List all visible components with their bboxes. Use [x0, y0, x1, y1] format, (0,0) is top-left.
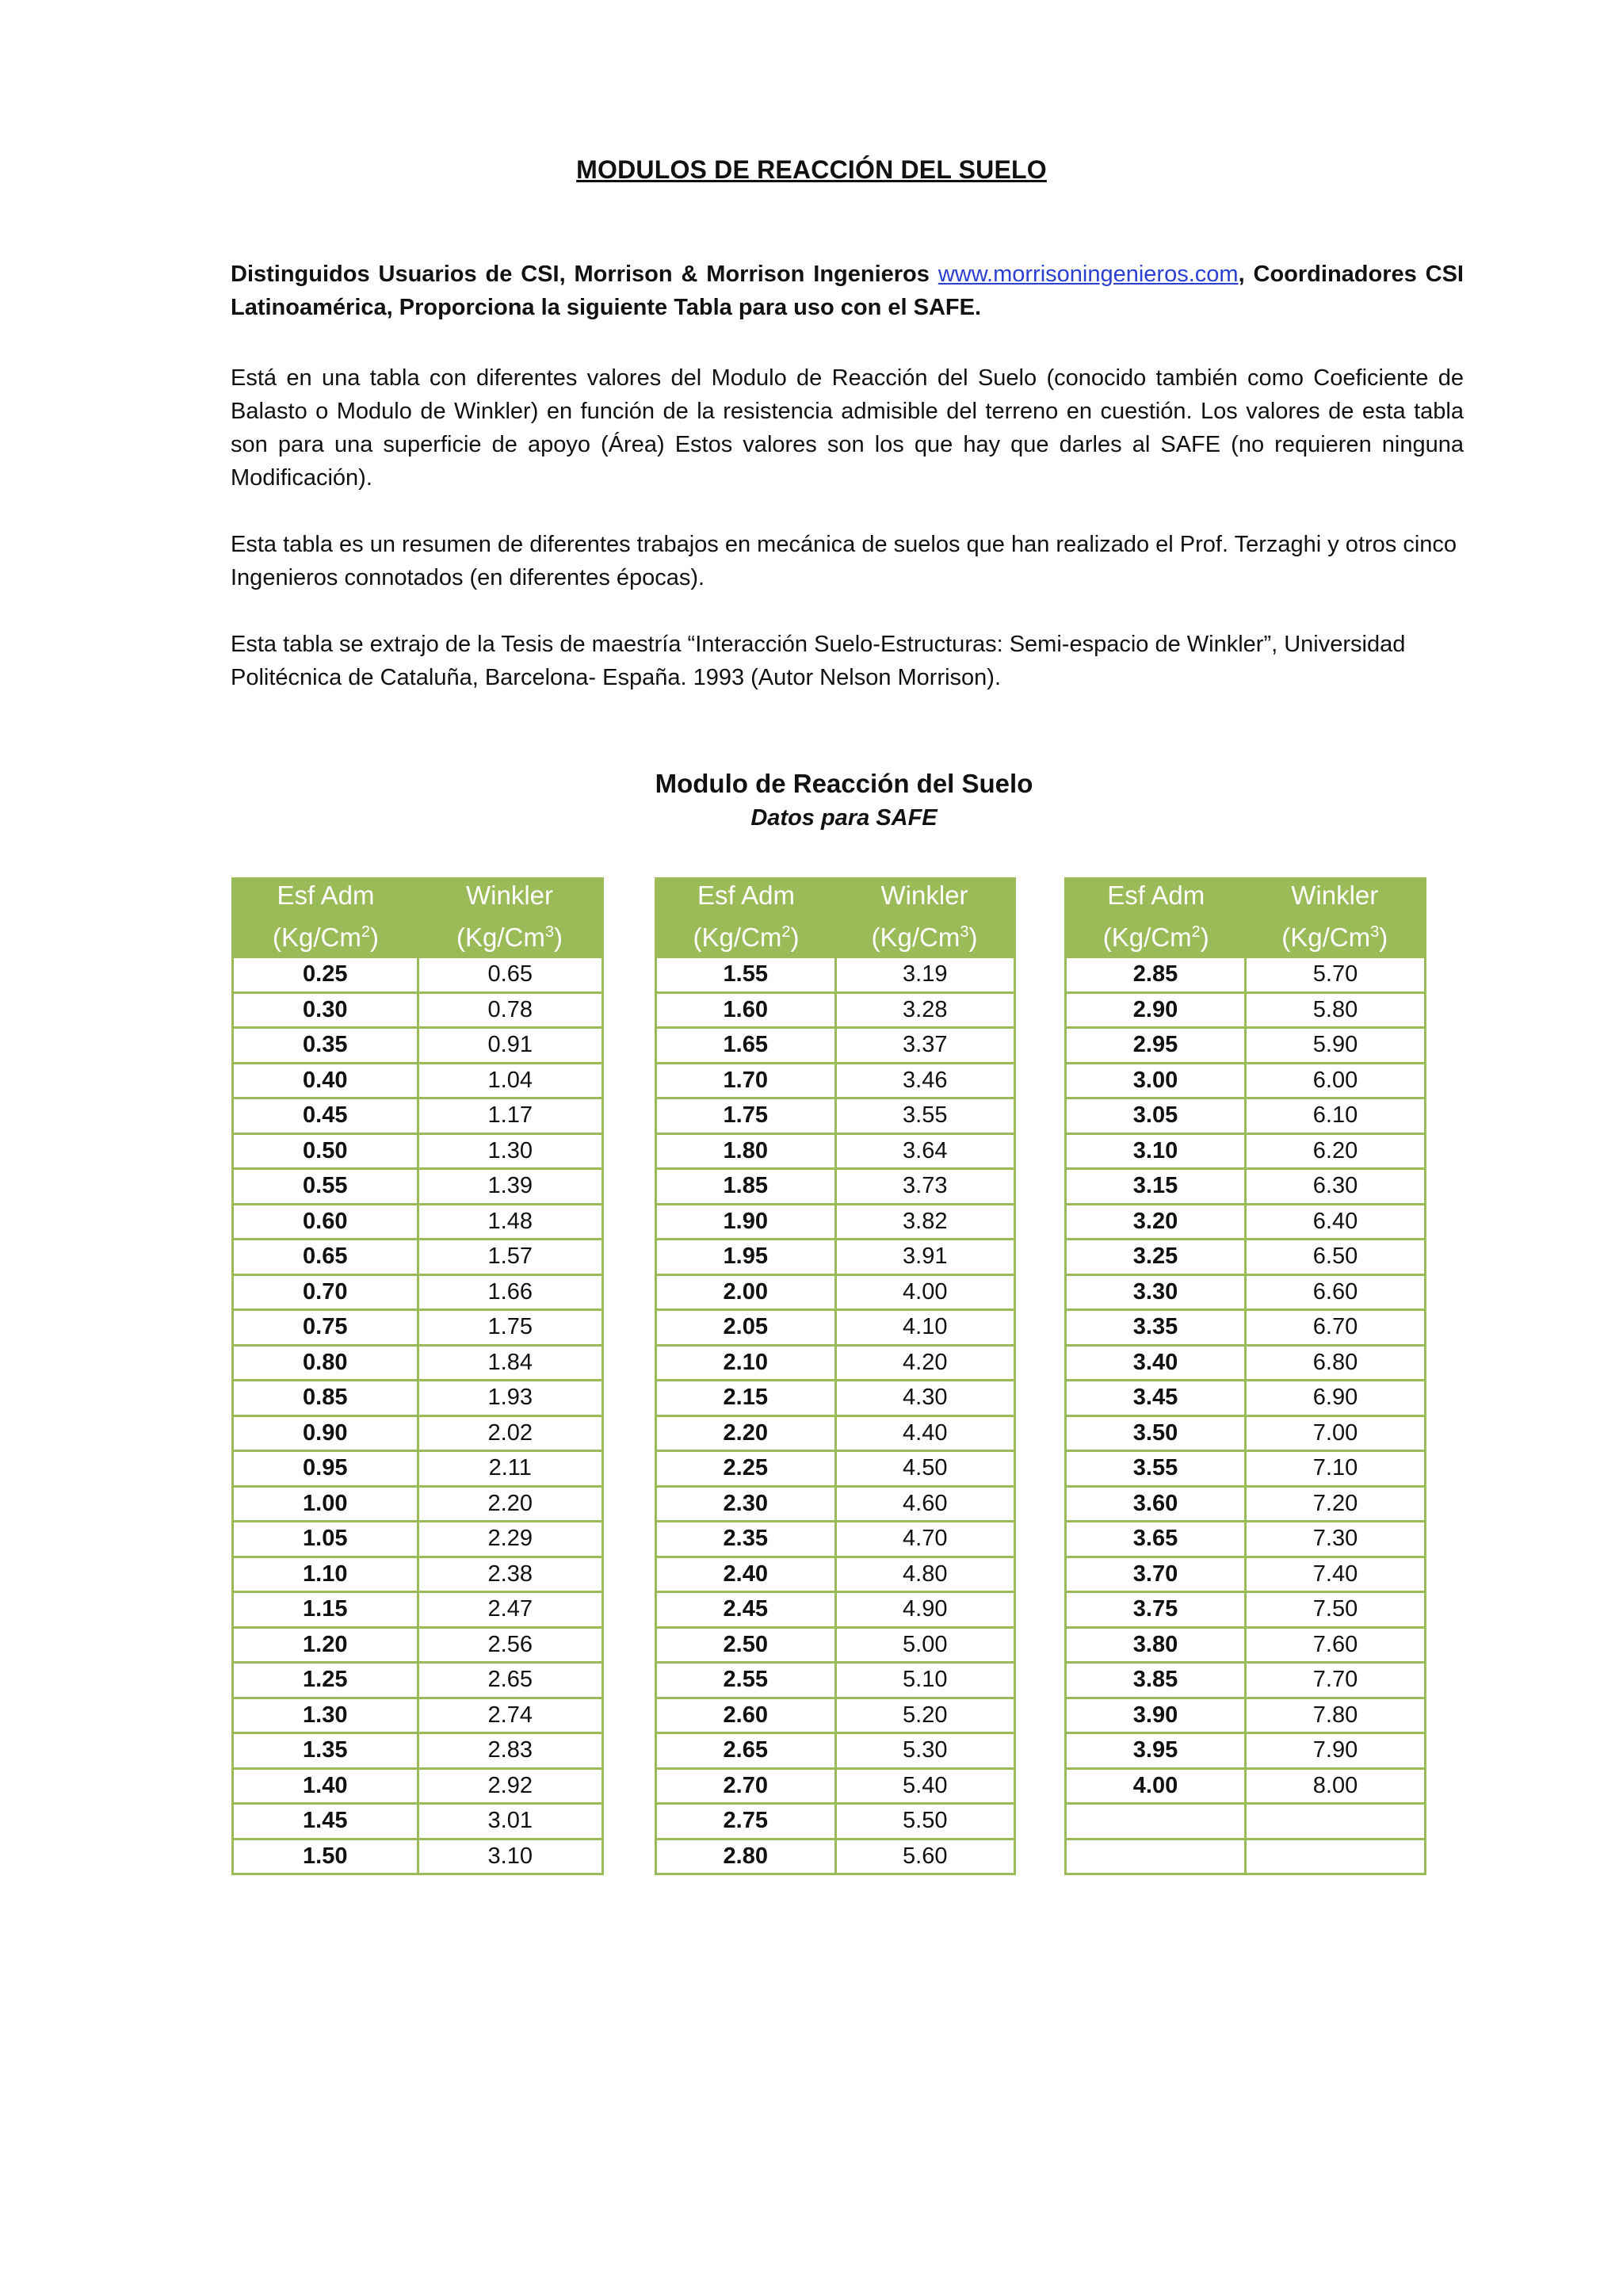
- table-row: [1066, 1663, 1426, 1698]
- table-row: [1066, 1028, 1426, 1064]
- table-row: [656, 957, 1015, 993]
- table-row: [233, 1381, 603, 1416]
- winkler-cell: 2.47: [418, 1592, 603, 1628]
- esf-adm-cell: 3.95: [1066, 1733, 1246, 1769]
- esf-adm-cell: 0.35: [233, 1028, 418, 1064]
- esf-adm-cell: 0.40: [233, 1063, 418, 1098]
- table-row: [233, 1698, 603, 1733]
- table-row: [233, 1663, 603, 1698]
- winkler-cell: 6.80: [1246, 1345, 1426, 1381]
- esf-adm-cell: 2.50: [656, 1627, 836, 1663]
- table-row: [233, 1557, 603, 1592]
- esf-adm-cell: 2.35: [656, 1522, 836, 1557]
- table-row: [233, 1804, 603, 1839]
- esf-adm-cell: 1.20: [233, 1627, 418, 1663]
- winkler-cell: 5.00: [835, 1627, 1015, 1663]
- winkler-cell: 6.20: [1246, 1133, 1426, 1169]
- esf-adm-cell: 1.50: [233, 1839, 418, 1874]
- table-row: [233, 1451, 603, 1487]
- winkler-cell: 1.75: [418, 1310, 603, 1346]
- winkler-cell: 6.70: [1246, 1310, 1426, 1346]
- winkler-cell: 0.91: [418, 1028, 603, 1064]
- winkler-cell: 8.00: [1246, 1768, 1426, 1804]
- header-winkler: Winkler (Kg/Cm$^3$): [418, 877, 603, 957]
- winkler-cell: 5.80: [1246, 992, 1426, 1028]
- esf-adm-cell: 2.10: [656, 1345, 836, 1381]
- table-row: [233, 1204, 603, 1240]
- winkler-cell: 3.91: [835, 1240, 1015, 1275]
- table-subtitle: Datos para SAFE: [750, 805, 938, 831]
- esf-adm-cell: 4.00: [1066, 1768, 1246, 1804]
- table-row: [656, 1839, 1015, 1874]
- esf-adm-cell: 1.15: [233, 1592, 418, 1628]
- table-row: [1066, 1804, 1426, 1839]
- winkler-cell: 1.48: [418, 1204, 603, 1240]
- table-row: [233, 1345, 603, 1381]
- header-winkler: Winkler (Kg/Cm$^3$): [1246, 877, 1426, 957]
- winkler-cell: 4.30: [835, 1381, 1015, 1416]
- table-row: [1066, 1204, 1426, 1240]
- winkler-cell: 1.66: [418, 1274, 603, 1310]
- esf-adm-cell: 1.75: [656, 1098, 836, 1134]
- winkler-cell: 0.65: [418, 957, 603, 993]
- paragraph-summary: Esta tabla es un resumen de diferentes trabajos en mecánica de suelos que han realizado el Prof. Terzaghi y otros cinco Ingenieros connotados (en diferentes épocas).: [231, 532, 1457, 590]
- winkler-cell: 3.73: [835, 1169, 1015, 1205]
- table-header-row: [233, 877, 603, 957]
- table-row: [1066, 1486, 1426, 1522]
- table-row: [1066, 1415, 1426, 1451]
- table-row: [1066, 1063, 1426, 1098]
- table-row: [1066, 1522, 1426, 1557]
- esf-adm-cell: 3.75: [1066, 1592, 1246, 1628]
- winkler-cell: 6.30: [1246, 1169, 1426, 1205]
- esf-adm-cell: 3.40: [1066, 1345, 1246, 1381]
- winkler-cell: 7.00: [1246, 1415, 1426, 1451]
- winkler-cell: 6.90: [1246, 1381, 1426, 1416]
- esf-adm-cell: 2.20: [656, 1415, 836, 1451]
- esf-adm-cell: 3.15: [1066, 1169, 1246, 1205]
- table-row: [1066, 992, 1426, 1028]
- table-row: [1066, 1098, 1426, 1134]
- table-row: [656, 1063, 1015, 1098]
- esf-adm-cell: 2.05: [656, 1310, 836, 1346]
- table-row: [233, 1169, 603, 1205]
- esf-adm-cell: 0.65: [233, 1240, 418, 1275]
- table-row: [1066, 1698, 1426, 1733]
- winkler-cell: 6.00: [1246, 1063, 1426, 1098]
- esf-adm-cell: 0.25: [233, 957, 418, 993]
- winkler-cell: 1.04: [418, 1063, 603, 1098]
- winkler-cell: 3.82: [835, 1204, 1015, 1240]
- winkler-cell: 3.01: [418, 1804, 603, 1839]
- table-row: [233, 1522, 603, 1557]
- table-row: [233, 1768, 603, 1804]
- winkler-cell: 2.74: [418, 1698, 603, 1733]
- winkler-cell: 0.78: [418, 992, 603, 1028]
- winkler-cell: [1246, 1804, 1426, 1839]
- table-row: [1066, 1169, 1426, 1205]
- table-row: [1066, 1240, 1426, 1275]
- table-row: [656, 1240, 1015, 1275]
- table-row: [233, 1839, 603, 1874]
- esf-adm-cell: 1.05: [233, 1522, 418, 1557]
- table-row: [656, 1768, 1015, 1804]
- esf-adm-cell: 3.80: [1066, 1627, 1246, 1663]
- winkler-cell: 2.38: [418, 1557, 603, 1592]
- esf-adm-cell: 0.30: [233, 992, 418, 1028]
- winkler-cell: 7.90: [1246, 1733, 1426, 1769]
- winkler-cell: 3.46: [835, 1063, 1015, 1098]
- table-row: [233, 1627, 603, 1663]
- header-esf-adm: Esf Adm (Kg/Cm$^2$): [233, 877, 418, 957]
- paragraph-source: Esta tabla se extrajo de la Tesis de maestría “Interacción Suelo-Estructuras: Semi-espacio de Winkler”, Universidad Politécnica de Cataluña, Barcelona- España. 1993 (Autor Nelson Morrison).: [231, 632, 1406, 690]
- esf-adm-cell: 2.15: [656, 1381, 836, 1416]
- esf-adm-cell: 3.10: [1066, 1133, 1246, 1169]
- winkler-cell: 5.30: [835, 1733, 1015, 1769]
- table-header-row: [656, 877, 1015, 957]
- winkler-cell: 5.20: [835, 1698, 1015, 1733]
- esf-adm-cell: 0.45: [233, 1098, 418, 1134]
- table-row: [656, 1486, 1015, 1522]
- document-title: MODULOS DE REACCIÓN DEL SUELO: [576, 155, 1047, 184]
- table-row: [1066, 1839, 1426, 1874]
- table-row: [656, 1804, 1015, 1839]
- table-row: [233, 1415, 603, 1451]
- esf-adm-cell: 1.95: [656, 1240, 836, 1275]
- esf-adm-cell: 0.75: [233, 1310, 418, 1346]
- esf-adm-cell: 3.70: [1066, 1557, 1246, 1592]
- table-row: [1066, 1133, 1426, 1169]
- esf-adm-cell: 0.60: [233, 1204, 418, 1240]
- header-esf-adm: Esf Adm (Kg/Cm$^2$): [656, 877, 836, 957]
- website-link[interactable]: www.morrisoningenieros.com: [938, 262, 1239, 287]
- winkler-cell: 6.40: [1246, 1204, 1426, 1240]
- esf-adm-cell: 3.25: [1066, 1240, 1246, 1275]
- esf-adm-cell: 1.45: [233, 1804, 418, 1839]
- table-row: [233, 992, 603, 1028]
- esf-adm-cell: 3.85: [1066, 1663, 1246, 1698]
- winkler-table-2: [655, 877, 1016, 1875]
- esf-adm-cell: 3.45: [1066, 1381, 1246, 1416]
- winkler-cell: 7.70: [1246, 1663, 1426, 1698]
- winkler-cell: 3.28: [835, 992, 1015, 1028]
- winkler-cell: 2.56: [418, 1627, 603, 1663]
- winkler-cell: 2.29: [418, 1522, 603, 1557]
- esf-adm-cell: 1.40: [233, 1768, 418, 1804]
- paragraph-description: Está en una tabla con diferentes valores del Modulo de Reacción del Suelo (conocido también como Coeficiente de Balasto o Modulo de Winkler) en función de la resistencia admisible del terreno en cuestión. Los valores de esta tabla son para una superficie de apoyo (Área) Estos valores son los que hay que darles al SAFE (no requieren ninguna Modificación).: [231, 365, 1464, 491]
- winkler-cell: 5.90: [1246, 1028, 1426, 1064]
- table-row: [1066, 1381, 1426, 1416]
- esf-adm-cell: 3.05: [1066, 1098, 1246, 1134]
- winkler-cell: 2.65: [418, 1663, 603, 1698]
- esf-adm-cell: 2.80: [656, 1839, 836, 1874]
- esf-adm-cell: 0.80: [233, 1345, 418, 1381]
- table-row: [656, 1098, 1015, 1134]
- winkler-cell: 3.19: [835, 957, 1015, 993]
- table-header-row: [1066, 877, 1426, 957]
- table-row: [233, 1098, 603, 1134]
- esf-adm-cell: 2.75: [656, 1804, 836, 1839]
- esf-adm-cell: [1066, 1839, 1246, 1874]
- winkler-cell: 4.90: [835, 1592, 1015, 1628]
- esf-adm-cell: 0.55: [233, 1169, 418, 1205]
- winkler-cell: 1.30: [418, 1133, 603, 1169]
- esf-adm-cell: 3.55: [1066, 1451, 1246, 1487]
- winkler-cell: 5.70: [1246, 957, 1426, 993]
- table-row: [1066, 1451, 1426, 1487]
- winkler-cell: 1.57: [418, 1240, 603, 1275]
- header-esf-adm: Esf Adm (Kg/Cm$^2$): [1066, 877, 1246, 957]
- esf-adm-cell: 2.25: [656, 1451, 836, 1487]
- esf-adm-cell: 0.90: [233, 1415, 418, 1451]
- esf-adm-cell: 1.70: [656, 1063, 836, 1098]
- winkler-cell: 7.30: [1246, 1522, 1426, 1557]
- winkler-cell: 1.93: [418, 1381, 603, 1416]
- table-row: [233, 1240, 603, 1275]
- header-winkler: Winkler (Kg/Cm$^3$): [835, 877, 1015, 957]
- table-row: [656, 1274, 1015, 1310]
- winkler-cell: 7.10: [1246, 1451, 1426, 1487]
- table-row: [233, 1486, 603, 1522]
- winkler-cell: 4.60: [835, 1486, 1015, 1522]
- table-row: [233, 1310, 603, 1346]
- table-row: [1066, 1310, 1426, 1346]
- winkler-cell: 4.50: [835, 1451, 1015, 1487]
- table-row: [656, 1133, 1015, 1169]
- esf-adm-cell: 1.85: [656, 1169, 836, 1205]
- esf-adm-cell: 1.80: [656, 1133, 836, 1169]
- esf-adm-cell: 2.70: [656, 1768, 836, 1804]
- esf-adm-cell: 1.35: [233, 1733, 418, 1769]
- table-row: [233, 1133, 603, 1169]
- winkler-cell: 6.50: [1246, 1240, 1426, 1275]
- winkler-cell: 7.50: [1246, 1592, 1426, 1628]
- esf-adm-cell: 2.60: [656, 1698, 836, 1733]
- esf-adm-cell: 2.55: [656, 1663, 836, 1698]
- winkler-cell: 4.00: [835, 1274, 1015, 1310]
- table-row: [656, 1310, 1015, 1346]
- intro-paragraph: [231, 258, 1464, 324]
- winkler-cell: [1246, 1839, 1426, 1874]
- winkler-cell: 1.39: [418, 1169, 603, 1205]
- esf-adm-cell: 1.30: [233, 1698, 418, 1733]
- esf-adm-cell: 3.65: [1066, 1522, 1246, 1557]
- table-row: [1066, 1274, 1426, 1310]
- table-row: [656, 1451, 1015, 1487]
- esf-adm-cell: 2.45: [656, 1592, 836, 1628]
- table-row: [1066, 957, 1426, 993]
- table-row: [656, 1698, 1015, 1733]
- table-row: [1066, 1557, 1426, 1592]
- winkler-cell: 7.20: [1246, 1486, 1426, 1522]
- winkler-cell: 3.10: [418, 1839, 603, 1874]
- table-row: [656, 992, 1015, 1028]
- table-row: [233, 1592, 603, 1628]
- esf-adm-cell: 3.50: [1066, 1415, 1246, 1451]
- winkler-cell: 3.37: [835, 1028, 1015, 1064]
- esf-adm-cell: 3.60: [1066, 1486, 1246, 1522]
- intro-text-start: Distinguidos Usuarios de CSI, Morrison & Morrison Ingenieros: [231, 262, 938, 287]
- esf-adm-cell: 1.65: [656, 1028, 836, 1064]
- winkler-cell: 7.60: [1246, 1627, 1426, 1663]
- table-title: Modulo de Reacción del Suelo: [655, 769, 1033, 798]
- esf-adm-cell: 2.90: [1066, 992, 1246, 1028]
- winkler-cell: 4.20: [835, 1345, 1015, 1381]
- winkler-table-1: [231, 877, 604, 1875]
- esf-adm-cell: 3.20: [1066, 1204, 1246, 1240]
- esf-adm-cell: 0.85: [233, 1381, 418, 1416]
- table-row: [1066, 1733, 1426, 1769]
- esf-adm-cell: 1.10: [233, 1557, 418, 1592]
- winkler-cell: 1.84: [418, 1345, 603, 1381]
- esf-adm-cell: 3.90: [1066, 1698, 1246, 1733]
- table-row: [656, 1028, 1015, 1064]
- winkler-cell: 4.80: [835, 1557, 1015, 1592]
- table-row: [656, 1627, 1015, 1663]
- winkler-cell: 3.55: [835, 1098, 1015, 1134]
- intro-text-end: , Coordinadores CSI Latinoamérica, Proporciona la siguiente Tabla para uso con el SAFE.: [231, 262, 1464, 320]
- esf-adm-cell: 0.95: [233, 1451, 418, 1487]
- winkler-cell: 7.40: [1246, 1557, 1426, 1592]
- table-row: [233, 1733, 603, 1769]
- esf-adm-cell: 3.00: [1066, 1063, 1246, 1098]
- esf-adm-cell: 1.60: [656, 992, 836, 1028]
- table-row: [656, 1663, 1015, 1698]
- esf-adm-cell: 2.95: [1066, 1028, 1246, 1064]
- table-row: [656, 1522, 1015, 1557]
- esf-adm-cell: 2.00: [656, 1274, 836, 1310]
- table-row: [656, 1204, 1015, 1240]
- winkler-cell: 4.10: [835, 1310, 1015, 1346]
- table-row: [1066, 1768, 1426, 1804]
- esf-adm-cell: 0.50: [233, 1133, 418, 1169]
- esf-adm-cell: 0.70: [233, 1274, 418, 1310]
- table-row: [656, 1592, 1015, 1628]
- table-row: [1066, 1627, 1426, 1663]
- winkler-cell: 5.60: [835, 1839, 1015, 1874]
- winkler-cell: 3.64: [835, 1133, 1015, 1169]
- winkler-cell: 2.20: [418, 1486, 603, 1522]
- esf-adm-cell: 3.30: [1066, 1274, 1246, 1310]
- esf-adm-cell: [1066, 1804, 1246, 1839]
- winkler-cell: 7.80: [1246, 1698, 1426, 1733]
- esf-adm-cell: 1.90: [656, 1204, 836, 1240]
- winkler-cell: 5.10: [835, 1663, 1015, 1698]
- winkler-cell: 2.11: [418, 1451, 603, 1487]
- table-row: [656, 1557, 1015, 1592]
- esf-adm-cell: 2.40: [656, 1557, 836, 1592]
- table-row: [656, 1345, 1015, 1381]
- winkler-cell: 4.40: [835, 1415, 1015, 1451]
- winkler-cell: 2.02: [418, 1415, 603, 1451]
- esf-adm-cell: 1.25: [233, 1663, 418, 1698]
- table-row: [656, 1381, 1015, 1416]
- esf-adm-cell: 2.65: [656, 1733, 836, 1769]
- winkler-cell: 5.50: [835, 1804, 1015, 1839]
- table-row: [233, 1063, 603, 1098]
- esf-adm-cell: 1.55: [656, 957, 836, 993]
- table-row: [233, 1028, 603, 1064]
- table-row: [233, 1274, 603, 1310]
- winkler-cell: 2.92: [418, 1768, 603, 1804]
- table-row: [656, 1733, 1015, 1769]
- winkler-cell: 6.60: [1246, 1274, 1426, 1310]
- table-row: [233, 957, 603, 993]
- winkler-table-3: [1064, 877, 1426, 1875]
- winkler-cell: 1.17: [418, 1098, 603, 1134]
- winkler-cell: 6.10: [1246, 1098, 1426, 1134]
- esf-adm-cell: 2.85: [1066, 957, 1246, 993]
- esf-adm-cell: 1.00: [233, 1486, 418, 1522]
- winkler-cell: 5.40: [835, 1768, 1015, 1804]
- esf-adm-cell: 2.30: [656, 1486, 836, 1522]
- winkler-cell: 2.83: [418, 1733, 603, 1769]
- table-row: [656, 1169, 1015, 1205]
- esf-adm-cell: 3.35: [1066, 1310, 1246, 1346]
- table-row: [1066, 1345, 1426, 1381]
- winkler-cell: 4.70: [835, 1522, 1015, 1557]
- table-row: [1066, 1592, 1426, 1628]
- table-row: [656, 1415, 1015, 1451]
